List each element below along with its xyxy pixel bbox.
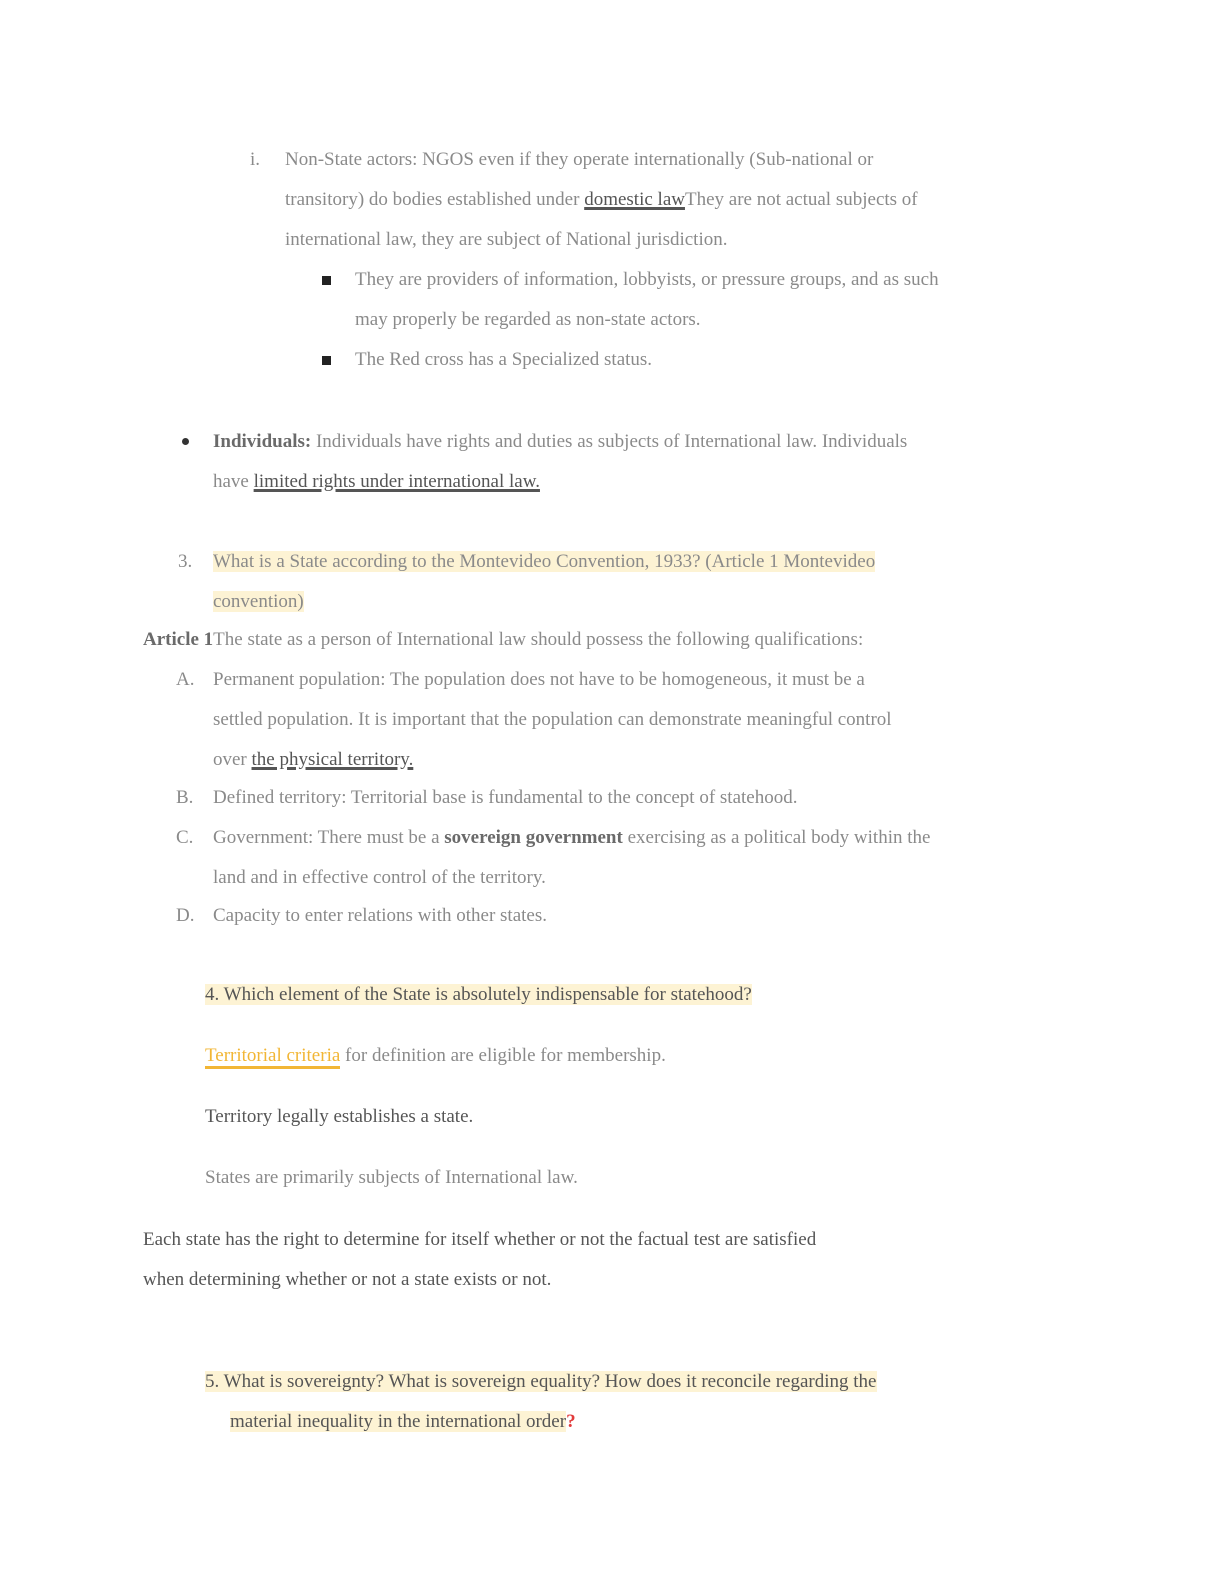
article-intro <box>143 620 1043 660</box>
question-4 <box>205 975 1065 1015</box>
comment-mark: ? <box>566 1411 576 1432</box>
text-span: They are not actual subjects of <box>684 189 918 210</box>
list-item <box>285 140 1045 260</box>
text-line <box>285 180 1045 220</box>
square-bullet-icon <box>322 276 331 285</box>
text-span: transitory) do bodies established under <box>285 189 580 210</box>
bold-label: Article 1 <box>143 629 214 650</box>
text-line <box>213 462 1073 502</box>
text-line <box>213 542 1033 582</box>
list-item <box>213 422 1073 502</box>
text-line: Non-State actors: NGOS even if they operate internationally (Sub-national or <box>285 149 874 170</box>
list-item <box>213 778 1073 818</box>
text-span: Government: There must be a <box>213 827 440 848</box>
list-item <box>355 260 1075 340</box>
round-bullet-icon <box>182 438 189 445</box>
text-span: over <box>213 749 247 770</box>
bold-text: sovereign government <box>444 827 623 848</box>
text-line: Each state has the right to determine for itself whether or not the factual test are satisfied <box>143 1229 817 1250</box>
answer-line <box>205 1036 1065 1076</box>
list-marker: D. <box>176 905 195 926</box>
highlighted-text: 5. What is sovereignty? What is sovereign equality? How does it reconcile regarding the <box>205 1371 877 1392</box>
list-marker: i. <box>250 149 261 170</box>
highlighted-text: Territorial criteria <box>205 1045 340 1069</box>
list-item <box>213 818 1073 898</box>
text-line <box>213 582 1033 622</box>
text-line <box>213 818 1073 858</box>
question-5 <box>205 1362 1085 1442</box>
text-line: when determining whether or not a state exists or not. <box>143 1269 552 1290</box>
text-line: land and in effective control of the territory. <box>213 867 546 888</box>
highlighted-text: 4. Which element of the State is absolutely indispensable for statehood? <box>205 984 752 1005</box>
answer-line: States are primarily subjects of International law. <box>205 1167 578 1188</box>
text-line: The Red cross has a Specialized status. <box>355 349 653 370</box>
list-item <box>213 660 1073 780</box>
square-bullet-icon <box>322 356 331 365</box>
answer-line: Territory legally establishes a state. <box>205 1106 474 1127</box>
text-line: Defined territory: Territorial base is fundamental to the concept of statehood. <box>213 787 798 808</box>
text-line <box>205 1402 1085 1442</box>
text-span: The state as a person of International law should possess the following qualifications: <box>213 629 864 650</box>
text-line: They are providers of information, lobbyists, or pressure groups, and as such <box>355 269 939 290</box>
text-span: have <box>213 471 249 492</box>
list-marker: C. <box>176 827 194 848</box>
text-span: exercising as a political body within the <box>627 827 931 848</box>
highlighted-text: material inequality in the international order <box>230 1411 567 1432</box>
list-item <box>213 896 1073 936</box>
text-span: Individuals have rights and duties as subjects of International law. Individuals <box>315 431 908 452</box>
list-marker: B. <box>176 787 194 808</box>
text-line <box>213 422 1073 462</box>
question-number: 3. <box>178 551 193 572</box>
text-line: Permanent population: The population does not have to be homogeneous, it must be a <box>213 669 865 690</box>
text-line <box>205 1362 1085 1402</box>
underlined-text: the physical territory. <box>251 749 414 770</box>
underlined-text: domestic law <box>584 189 685 210</box>
text-span: for definition are eligible for membership. <box>345 1045 666 1066</box>
text-line: may properly be regarded as non-state actors. <box>355 309 701 330</box>
bold-label: Individuals: <box>213 431 312 452</box>
paragraph <box>143 1220 1073 1300</box>
highlighted-text: convention) <box>213 591 304 612</box>
question-3 <box>213 542 1033 622</box>
list-item <box>355 340 1075 380</box>
highlighted-text: What is a State according to the Montevideo Convention, 1933? (Article 1 Montevideo <box>213 551 876 572</box>
text-line <box>213 740 1073 780</box>
text-line: Capacity to enter relations with other states. <box>213 905 547 926</box>
text-line: international law, they are subject of National jurisdiction. <box>285 229 728 250</box>
underlined-text: limited rights under international law. <box>253 471 540 492</box>
list-marker: A. <box>176 669 195 690</box>
text-line: settled population. It is important that the population can demonstrate meaningful control <box>213 709 892 730</box>
